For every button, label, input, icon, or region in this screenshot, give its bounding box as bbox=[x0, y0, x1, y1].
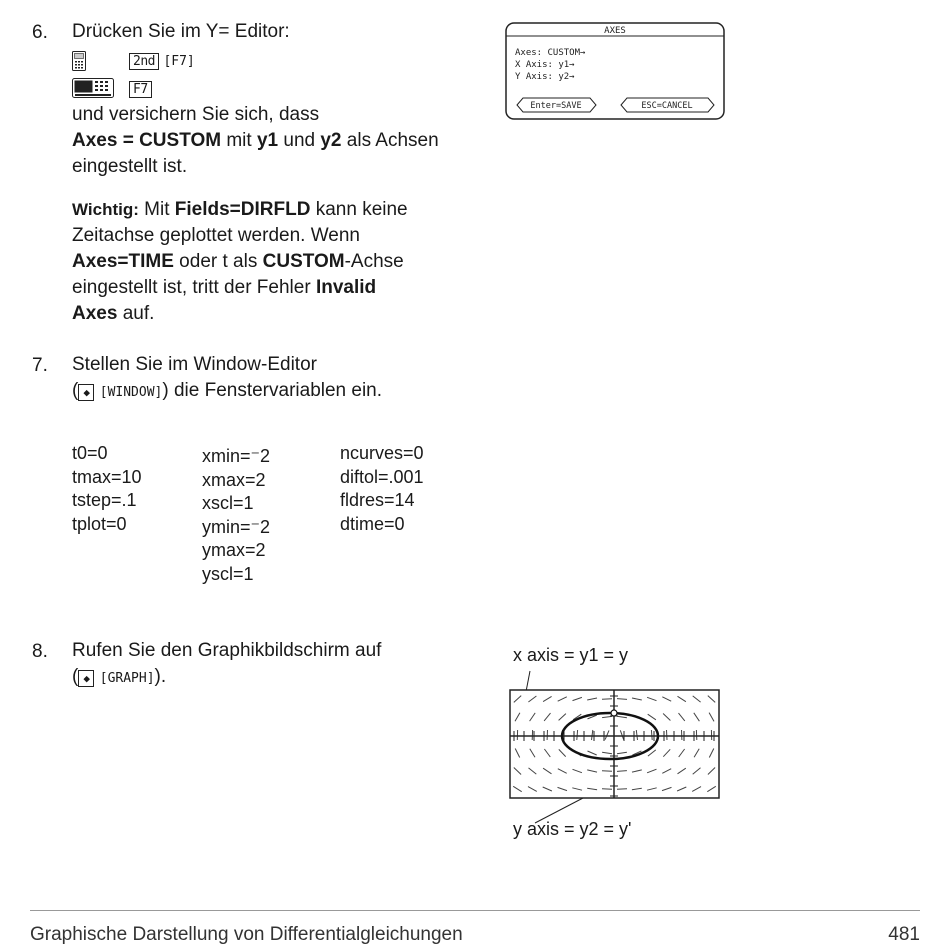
axes-row: Axes: CUSTOM→ bbox=[515, 48, 586, 58]
step-7-line1: Stellen Sie im Window-Editor bbox=[72, 354, 317, 375]
step-6-number: 6. bbox=[32, 22, 48, 43]
slope-mark bbox=[617, 789, 627, 790]
save-button: Enter=SAVE bbox=[530, 101, 582, 111]
step-6-line2: und versichern Sie sich, dass bbox=[72, 104, 320, 125]
step-6-line1: Drücken Sie im Y= Editor: bbox=[72, 21, 290, 42]
axes-custom-text: Axes = CUSTOM bbox=[72, 130, 222, 151]
footer-title: Graphische Darstellung von Differentialgleichungen bbox=[30, 924, 463, 945]
footer-rule bbox=[30, 910, 920, 911]
ti89-key-sequence: 2nd [F7] bbox=[129, 52, 195, 70]
important-note: Wichtig: Mit Fields=DIRFLD kann keine Zeitachse geplottet werden. Wenn Axes=TIME oder t als CUSTOM-Achse eingestellt ist, tritt der Fehler Invalid Axes auf. bbox=[72, 199, 408, 324]
key-graph: GRAPH bbox=[107, 671, 147, 686]
window-vars-col2: xmin=⁻2 xmax=2 xscl=1 ymin=⁻2 ymax=2 yscl=1 bbox=[202, 446, 271, 584]
page-number: 481 bbox=[888, 924, 920, 945]
window-vars-col1: t0=0 tmax=10 tstep=.1 tplot=0 bbox=[72, 443, 142, 534]
cursor-marker bbox=[611, 710, 617, 716]
step-7-number: 7. bbox=[32, 355, 48, 376]
key-2nd: 2nd bbox=[129, 53, 159, 70]
graph-label-bottom: y axis = y2 = y' bbox=[513, 819, 632, 839]
step-7-line2: ( ◆ [WINDOW]) die Fenstervariablen ein. bbox=[72, 380, 383, 401]
slope-mark bbox=[602, 699, 612, 700]
key-f7: F7 bbox=[171, 54, 187, 69]
ti89-calculator-icon bbox=[72, 51, 86, 76]
step-6-line4: eingestellt ist. bbox=[72, 156, 188, 177]
slope-mark bbox=[667, 730, 668, 740]
graph-label-top: x axis = y1 = y bbox=[513, 645, 629, 665]
step-8-number: 8. bbox=[32, 641, 48, 662]
y-axis-row: Y Axis: y2→ bbox=[515, 72, 575, 82]
direction-field-graph bbox=[500, 665, 730, 830]
diamond-key-icon: ◆ bbox=[78, 384, 94, 401]
slope-mark bbox=[602, 771, 612, 772]
key-window: WINDOW bbox=[107, 385, 155, 400]
diamond-key-icon-2: ◆ bbox=[78, 670, 94, 687]
step-6-line3: Axes = CUSTOM mit y1 und y2 als Achsen bbox=[72, 130, 439, 151]
note-label: Wichtig: bbox=[72, 200, 139, 219]
step-8-line2: ( ◆ [GRAPH]). bbox=[72, 666, 167, 687]
key-f7-voyage: F7 bbox=[129, 81, 152, 98]
x-axis-row: X Axis: y1→ bbox=[515, 60, 575, 70]
cancel-button: ESC=CANCEL bbox=[641, 101, 693, 111]
step-8-line1: Rufen Sie den Graphikbildschirm auf bbox=[72, 640, 382, 661]
axes-dialog-title: AXES bbox=[604, 26, 626, 36]
voyage200-calculator-icon bbox=[72, 78, 114, 103]
step-6-text bbox=[72, 19, 502, 45]
voyage200-key-sequence bbox=[129, 80, 152, 98]
axes-dialog-screenshot bbox=[505, 22, 725, 125]
window-vars-col3: ncurves=0 diftol=.001 fldres=14 dtime=0 bbox=[340, 443, 424, 534]
